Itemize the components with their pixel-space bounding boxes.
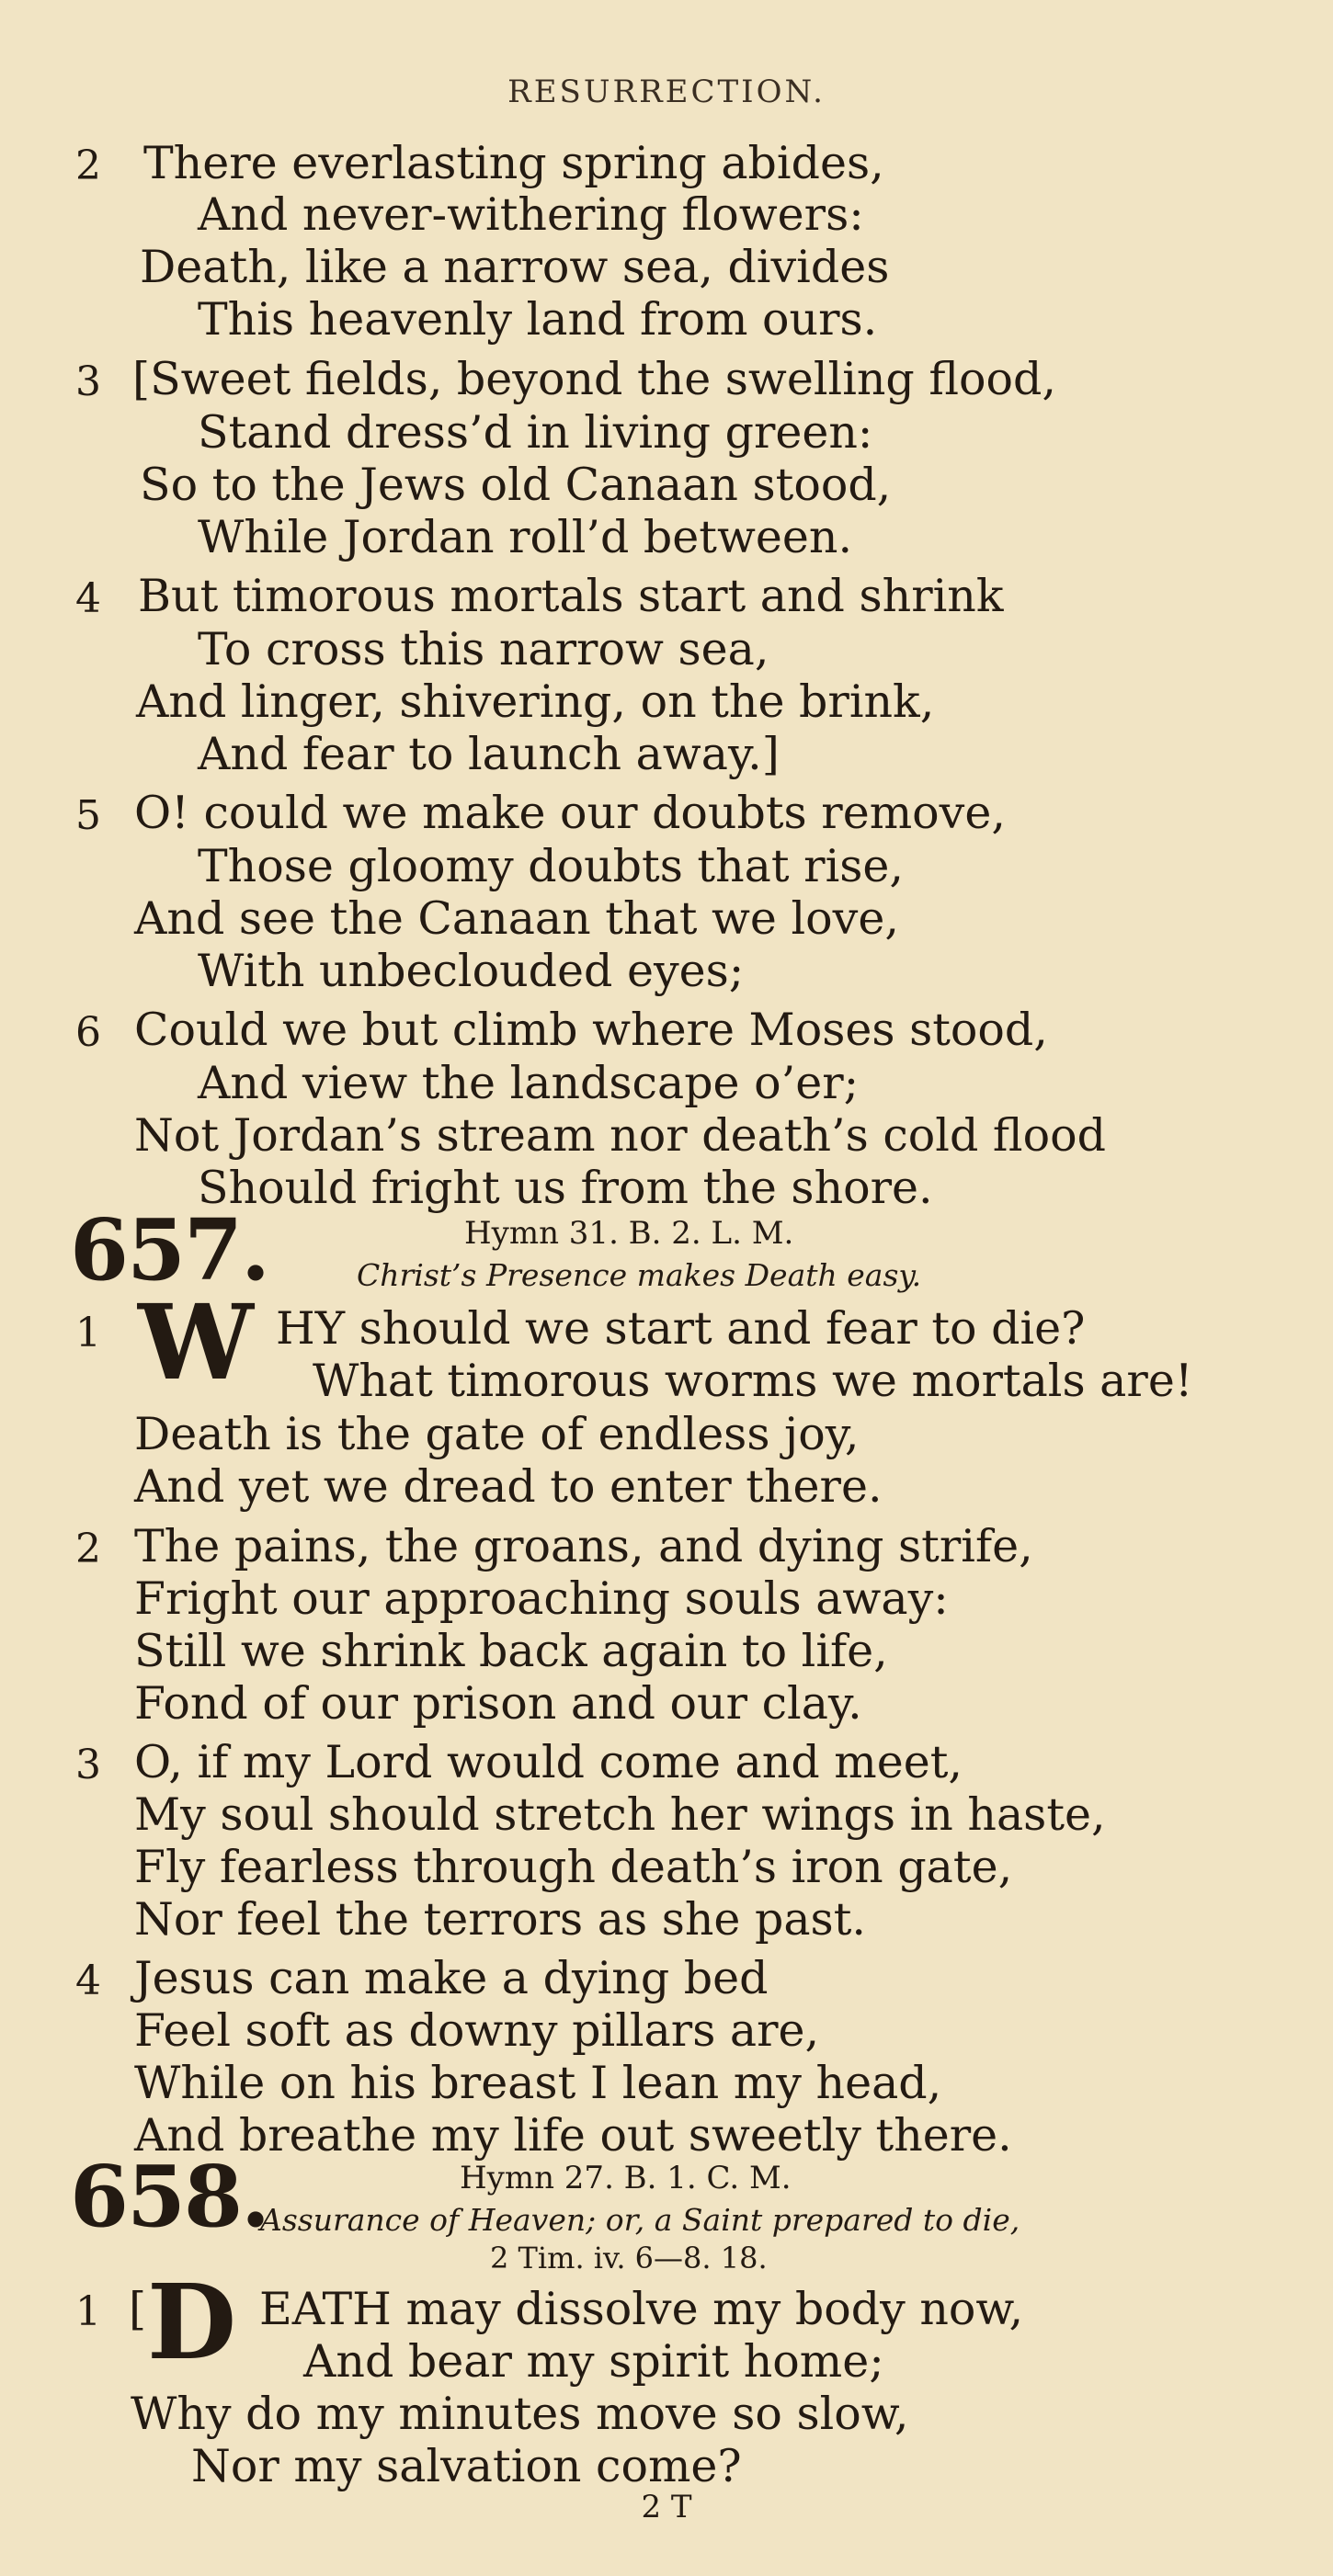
opening-bracket: [ [129,2283,147,2335]
hymn-subtitle: Christ’s Presence makes Death easy. [357,1257,922,1293]
drop-cap: D [147,2263,237,2383]
verse-line: Could we but climb where Moses stood, [134,1004,1048,1056]
verse-line: Fly fearless through death’s iron gate, [134,1841,1013,1893]
verse-line: Death, like a narrow sea, divides [140,241,890,293]
verse-line: Nor my salvation come? [191,2440,742,2492]
stanza-number: 4 [75,1958,101,2004]
verse-line: So to the Jews old Canaan stood, [140,459,892,511]
verse-line: HY should we start and fear to die? [276,1302,1086,1355]
hymn-meta: Hymn 31. B. 2. L. M. [464,1215,794,1252]
verse-line: [Sweet fields, beyond the swelling flood, [132,353,1057,405]
hymn-subtitle: Assurance of Heaven; or, a Saint prepared to die, [260,2202,1020,2238]
verse-line: Fond of our prison and our clay. [134,1677,862,1730]
verse-line: O, if my Lord would come and meet, [134,1736,963,1788]
verse-line: And yet we dread to enter there. [134,1460,883,1513]
verse-line: Still we shrink back again to life, [134,1625,888,1677]
stanza-number: 5 [75,792,101,839]
verse-line: And breathe my life out sweetly there. [134,2109,1012,2162]
verse-line: And fear to launch away.] [198,728,780,780]
verse-line: My soul should stretch her wings in haste, [134,1788,1106,1841]
verse-line: O! could we make our doubts remove, [134,787,1006,839]
verse-line: While Jordan roll’d between. [198,511,853,563]
verse-line: Fright our approaching souls away: [134,1572,949,1625]
stanza-number: 4 [75,575,101,622]
verse-line: Nor feel the terrors as she past. [134,1893,866,1946]
verse-line: EATH may dissolve my body now, [259,2283,1024,2335]
drop-cap: W [138,1283,254,1403]
verse-line: And bear my spirit home; [303,2335,884,2388]
verse-line: Why do my minutes move so slow, [131,2388,909,2440]
verse-line: There everlasting spring abides, [143,137,884,189]
hymn-number-657: 657. [70,1200,269,1299]
verse-line: With unbeclouded eyes; [198,945,745,997]
verse-line: Stand dress’d in living green: [198,406,873,459]
stanza-number: 1 [75,1310,101,1356]
stanza-number: 2 [75,142,101,189]
stanza-number: 6 [75,1009,101,1056]
verse-line: Jesus can make a dying bed [134,1952,769,2004]
verse-line: This heavenly land from ours. [198,293,878,346]
hymn-meta: Hymn 27. B. 1. C. M. [460,2160,792,2196]
verse-line: What timorous worms we mortals are! [313,1355,1193,1407]
running-head: RESURRECTION. [507,74,826,110]
hymn-number-658: 658. [70,2147,269,2246]
verse-line: Those gloomy doubts that rise, [198,840,904,892]
stanza-number: 2 [75,1526,101,1572]
scripture-reference: 2 Tim. iv. 6—8. 18. [490,2241,768,2275]
stanza-number: 3 [75,358,101,405]
verse-line: While on his breast I lean my head, [134,2057,942,2109]
verse-line: But timorous mortals start and shrink [138,570,1004,622]
verse-line: To cross this narrow sea, [198,623,769,675]
verse-line: And see the Canaan that we love, [134,892,899,945]
verse-line: And linger, shivering, on the brink, [136,675,935,728]
stanza-number: 3 [75,1742,101,1788]
signature-mark: 2 T [641,2489,692,2525]
verse-line: And never-withering flowers: [198,188,864,241]
verse-line: Not Jordan’s stream nor death’s cold flood [134,1109,1106,1162]
verse-line: The pains, the groans, and dying strife, [134,1520,1033,1572]
verse-line: And view the landscape o’er; [198,1057,860,1109]
verse-line: Death is the gate of endless joy, [134,1408,860,1460]
stanza-number: 1 [75,2288,101,2335]
verse-line: Feel soft as downy pillars are, [134,2004,820,2057]
verse-line: Should fright us from the shore. [198,1162,933,1214]
